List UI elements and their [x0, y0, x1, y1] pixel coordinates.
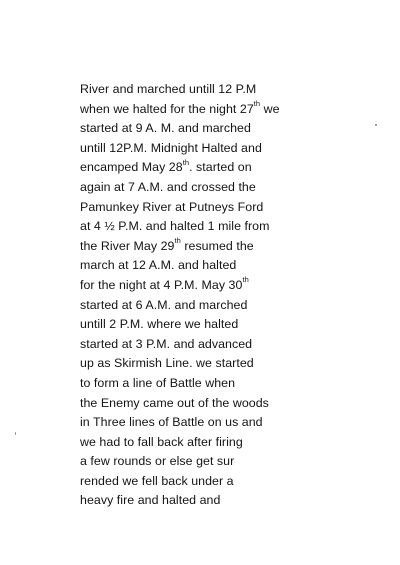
- text-line: untill 2 P.M. where we halted: [80, 317, 239, 332]
- superscript: th: [242, 275, 249, 285]
- text-line: for the night at 4 P.M. May 30th: [80, 275, 249, 292]
- text-line: to form a line of Battle when: [80, 375, 236, 390]
- transcription-text: [80, 80, 280, 511]
- text-line: the Enemy came out of the woods: [80, 395, 269, 410]
- scan-speck: [375, 124, 377, 126]
- text-line: River and marched untill 12 P.M: [80, 82, 257, 96]
- text-line: in Three lines of Battle on us and: [80, 415, 263, 430]
- text-line: at 4 ½ P.M. and halted 1 mile from: [80, 219, 270, 234]
- text-line: started at 6 A.M. and marched: [80, 297, 248, 312]
- superscript: th: [182, 157, 190, 167]
- text-line: Pamunkey River at Putneys Ford: [80, 199, 264, 214]
- text-line: we had to fall back after firing: [80, 434, 243, 449]
- text-line: march at 12 A.M. and halted: [80, 258, 237, 273]
- text-line: rended we fell back under a: [80, 473, 234, 488]
- scan-speck: [15, 432, 16, 435]
- superscript: th: [174, 236, 181, 246]
- text-line: started at 9 A. M. and marched: [80, 121, 251, 136]
- text-line: the River May 29th resumed the: [80, 236, 254, 253]
- text-line: a few rounds or else get sur: [80, 454, 235, 469]
- text-line: encamped May 28th. started on: [80, 157, 252, 175]
- text-line: untill 12P.M. Midnight Halted and: [80, 140, 262, 155]
- text-line: again at 7 A.M. and crossed the: [80, 179, 256, 194]
- superscript: th: [253, 98, 261, 108]
- text-line: started at 3 P.M. and advanced: [80, 336, 253, 351]
- text-line: up as Skirmish Line. we started: [80, 356, 254, 371]
- text-line: heavy fire and halted and: [80, 493, 221, 508]
- text-line: when we halted for the night 27th we: [80, 98, 280, 116]
